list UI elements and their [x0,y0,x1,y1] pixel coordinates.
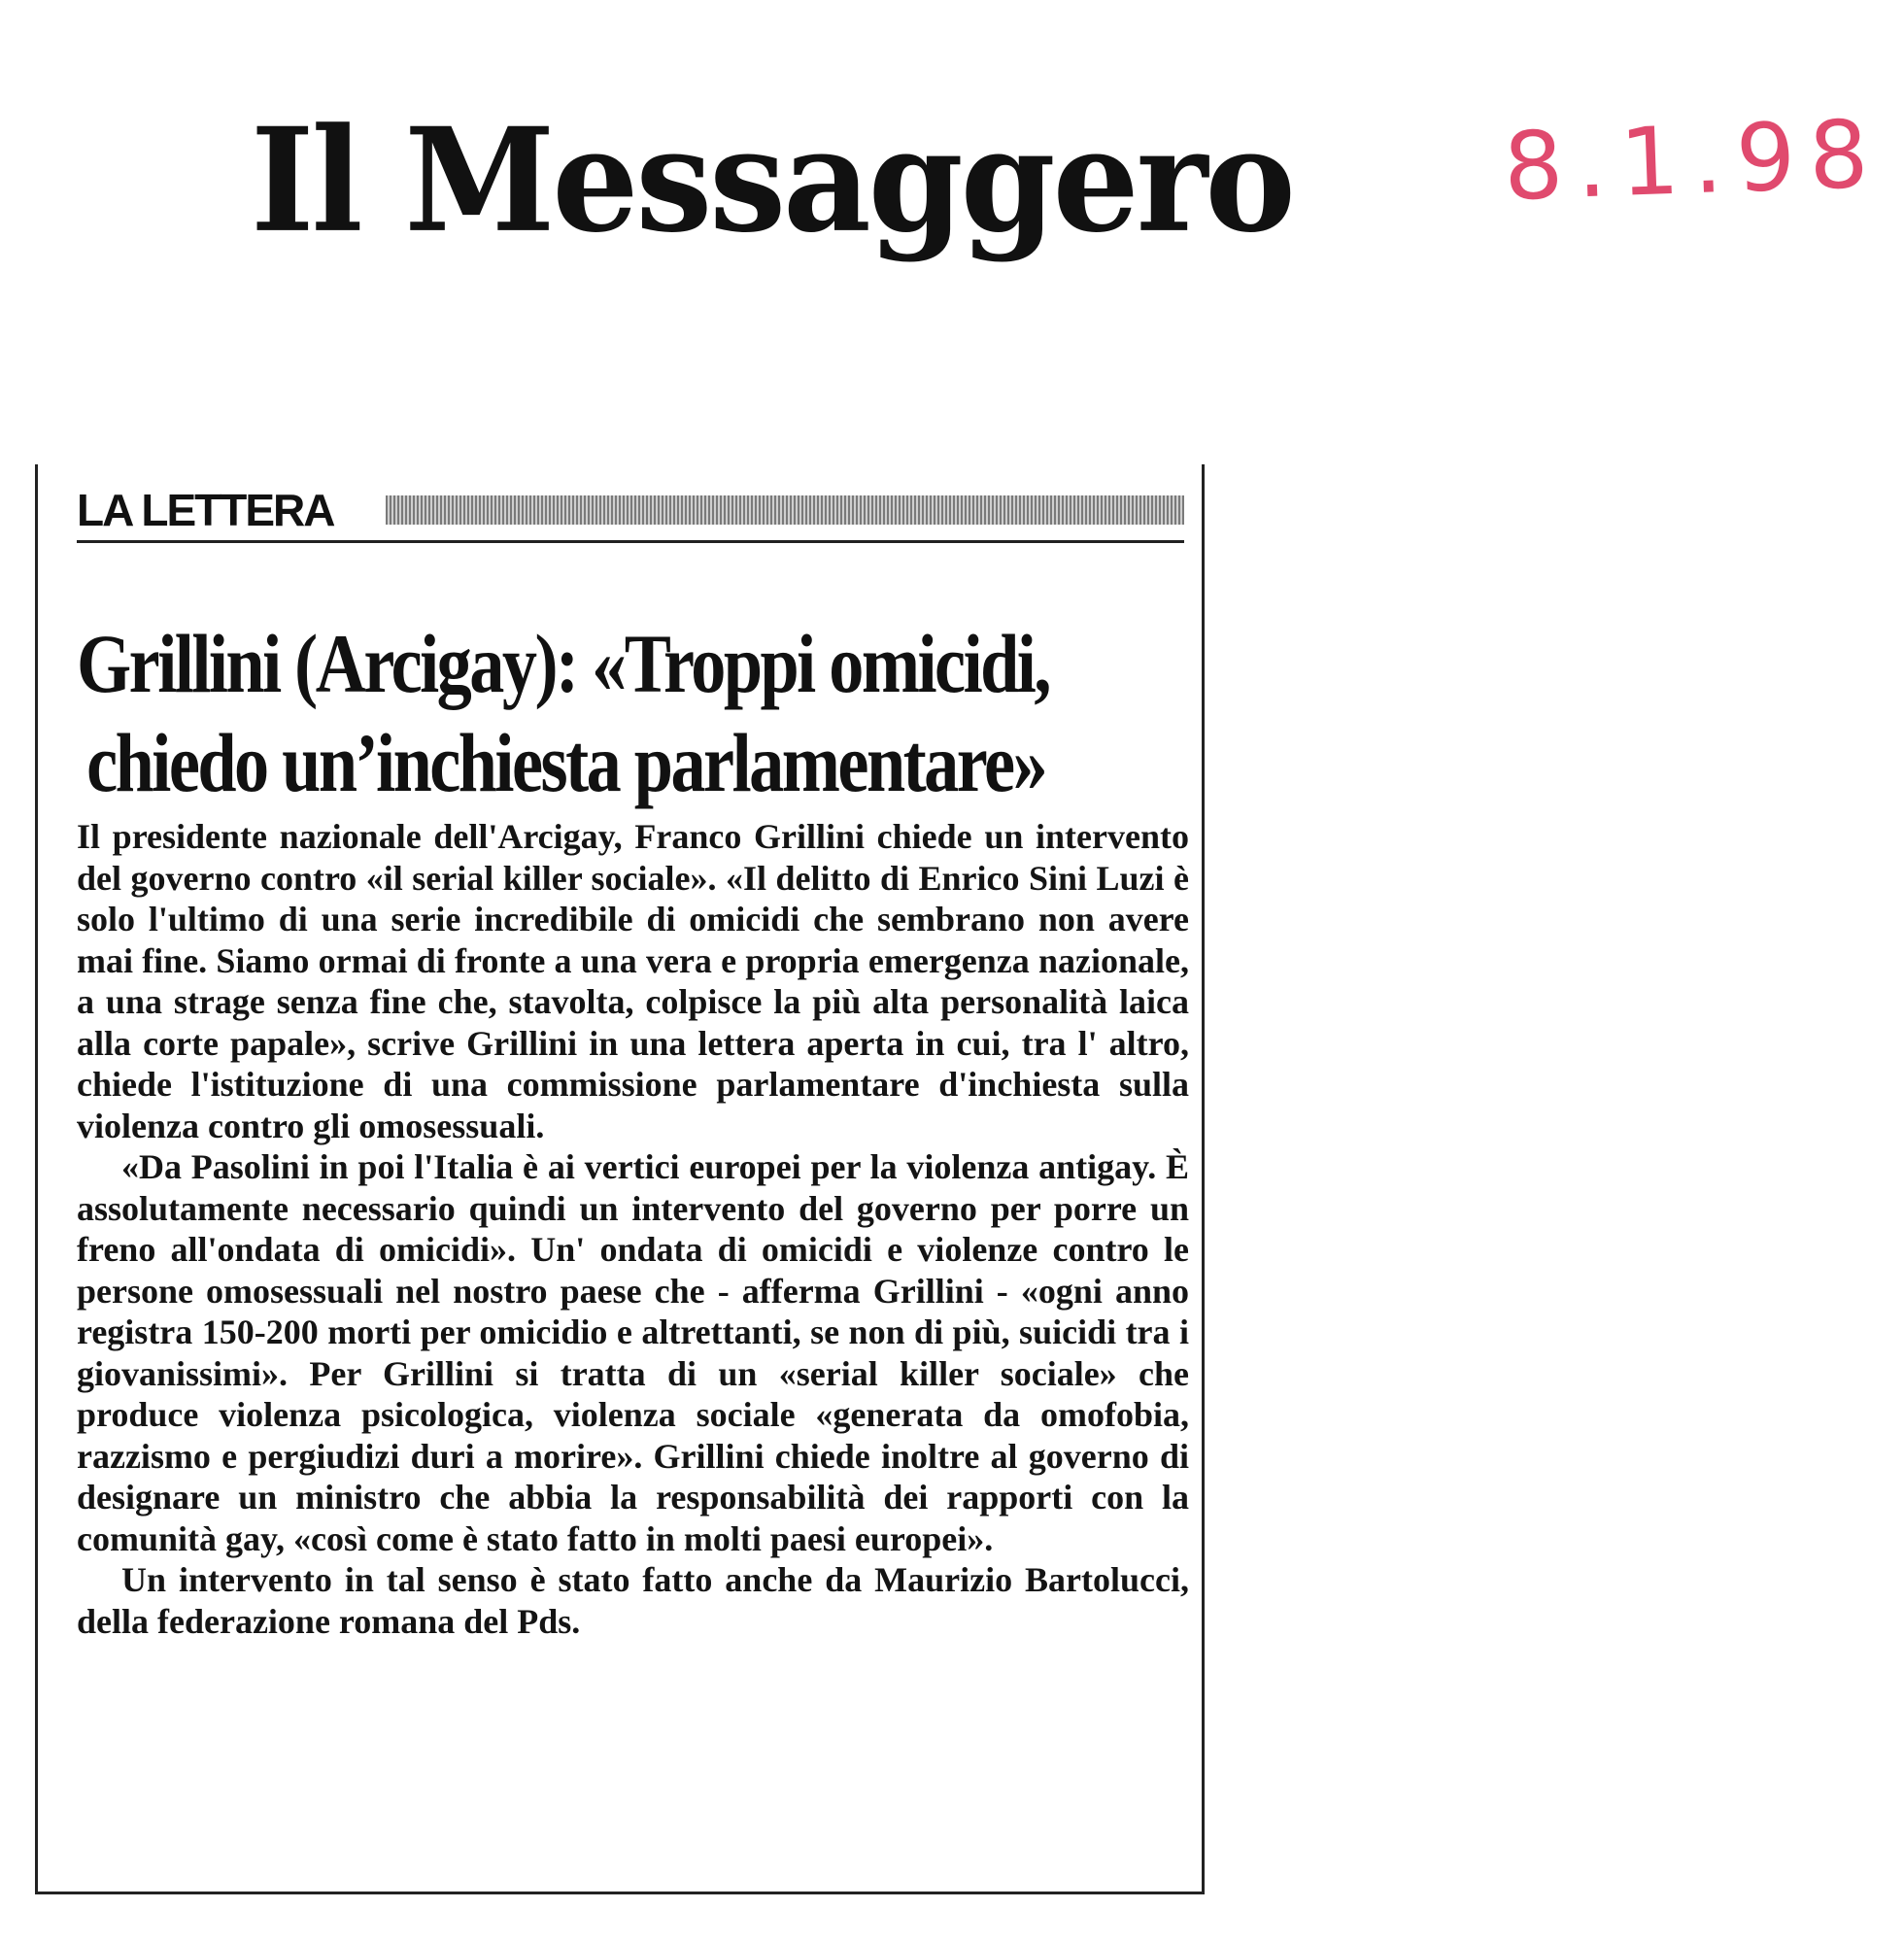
article-paragraph-1: Il presidente nazionale dell'Arcigay, Franco Grillini chiede un intervento del governo contro «il serial killer sociale». «Il delitto di Enrico Sini Luzi è solo l'ultimo di una serie incredibile di omicidi che sembrano non avere mai fine. Siamo ormai di fronte a una vera e propria emergenza nazionale, a una strage senza fine che, stavolta, colpisce la più alta personalità laica alla corte papale», scrive Grillini in una lettera aperta in cui, tra l' altro, chiede l'istituzione di una commissione parlamentare d'inchiesta sulla violenza contro gli omosessuali. [77,817,1189,1145]
rubric-label: LA LETTERA [77,485,334,535]
article-headline [77,614,1194,828]
newspaper-masthead: Il Messaggero [251,97,1293,265]
article-clipping [35,464,1205,1894]
article-body [77,816,1189,1642]
headline-line-1: Grillini (Arcigay): «Troppi omicidi, [77,616,1049,710]
rubric-header [77,484,1184,540]
article-paragraph-2: «Da Pasolini in poi l'Italia è ai vertici europei per la violenza antigay. È assolutamente necessario quindi un intervento del governo per porre un freno all'ondata di omicidi». Un' ondata di omicidi e violenze contro le persone omosessuali nel nostro paese che - afferma Grillini - «ogni anno registra 150-200 morti per omicidio e altrettanti, se non di più, suicidi tra i giovanissimi». Per Grillini si tratta di un «serial killer sociale» che produce violenza psicologica, violenza sociale «generata da omofobia, razzismo e pergiudizi duri a morire». Grillini chiede inoltre al governo di designare un ministro che abbia la responsabilità dei rapporti con la comunità gay, «così come è stato fatto in molti paesi europei». [77,1147,1189,1558]
handwritten-date: 8.1.98 [1502,99,1885,222]
headline-line-2: chiedo un’inchiesta parlamentare» [86,715,1046,809]
rubric-rule [77,540,1184,543]
rubric-halftone-bar [386,495,1184,525]
article-paragraph-3: Un intervento in tal senso è stato fatto anche da Maurizio Bartolucci, della federazione romana del Pds. [77,1560,1189,1641]
